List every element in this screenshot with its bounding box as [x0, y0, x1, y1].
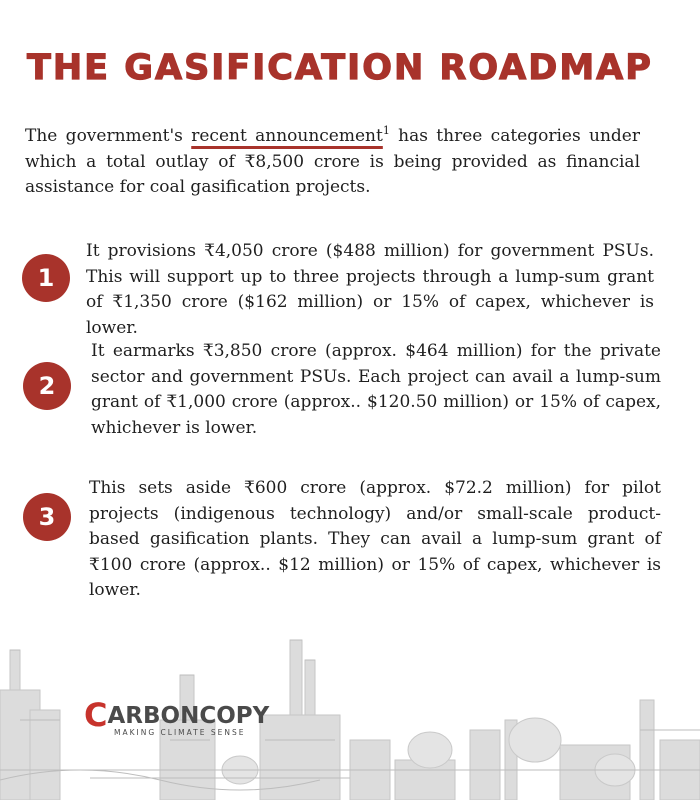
category-3-text: This sets aside ₹600 crore (approx. $72.2 million) for pilot projects (indigenous technology) and/or small-scale product-based gasification plants. They can avail a lump-sum grant of ₹100 crore (approx.. $12 million) or 15% of capex, whichever is lower. [89, 478, 661, 600]
number-badge-1: 1 [22, 254, 70, 302]
number-badge-2: 2 [23, 362, 71, 410]
carboncopy-logo [84, 696, 270, 737]
logo-name: ARBONCOPY [107, 703, 270, 729]
logo-initial: C [84, 696, 108, 734]
logo-tagline: MAKING CLIMATE SENSE [114, 728, 246, 737]
footnote-marker[interactable]: 1 [382, 124, 390, 137]
recent-announcement-link[interactable]: recent announcement [191, 126, 383, 146]
intro-paragraph [25, 124, 640, 201]
category-1-text: It provisions ₹4,050 crore ($488 million) for government PSUs. This will support up to three projects through a lump-sum grant of ₹1,350 crore ($162 million) or 15% of capex, whichever is lower. [86, 241, 654, 338]
intro-text-start: The government's [25, 126, 192, 146]
intro-text-end: has three categories under which a total outlay of ₹8,500 crore is being provided as financial assistance for coal gasification projects. [25, 126, 640, 197]
page-title: THE GASIFICATION ROADMAP [27, 48, 653, 88]
category-2-text: It earmarks ₹3,850 crore (approx. $464 million) for the private sector and government PSUs. Each project can avail a lump-sum grant of ₹1,000 crore (approx.. $120.50 million) or 15% of capex, whichever is lower. [91, 341, 661, 438]
number-badge-3: 3 [23, 493, 71, 541]
